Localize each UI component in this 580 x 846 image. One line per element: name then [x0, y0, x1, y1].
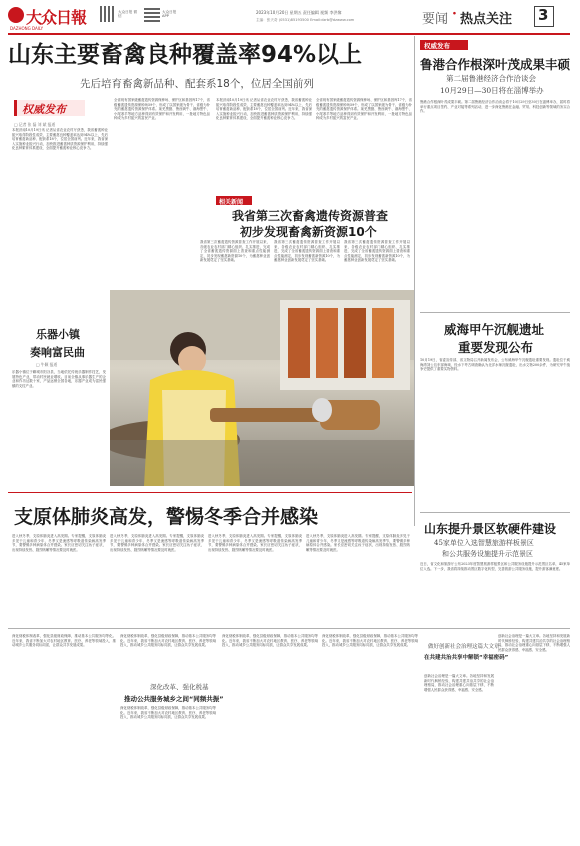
main-body-col4: 全省现有国家级畜禽遗传资源保种场、保护区和基因库17个，省级畜禽遗传资源保种场59个，形成了以国家级为骨干、省级为补充的畜禽遗传资源保护体系。莱芜黑猪、鲁西黄牛、渤海黑牛、小尾寒羊等地方品种得到有效保护和开发利用，一批地方特色品种成为乡村振兴的富民产业。 [316, 98, 412, 121]
related-body-col3: 我省第三次畜禽遗传资源普查工作开展以来，各级农业农村部门精心组织、扎实推进，完成了全省畜禽遗传资源面上普查和重点性能测定，初步发现畜禽新资源10个，为畜禽种业创新发展奠定了坚实基础。 [344, 240, 410, 263]
main-byline: □ 记者 张 磊 刘 斌 报道 [14, 122, 56, 127]
contact-line: 主编：张天奇 (0531)85193500 Email:dzrb@dzwww.com [256, 18, 355, 22]
photo-illustration [110, 290, 414, 486]
right-top-subhead-1: 第二届鲁港经济合作洽谈会 [446, 74, 536, 83]
health-body-col3: 进入秋冬季，支原体肺炎进入高发期。专家提醒，支原体肺炎多见于儿童和青少年，冬季又是流感等呼吸道传染病高发季节，要警惕多种病原体合并感染。家长应密切关注孩子症状，出现持续发热、剧烈咳嗽等情况要及时就医。 [208, 534, 302, 552]
masthead-logo: 大众日報 [26, 8, 87, 27]
qr-code-icon [100, 6, 116, 22]
right-divider-2 [420, 512, 570, 513]
bottom-col2-top: 深化财税体制改革，强化县级财政保障，推动基本公共服务均等化。近年来，我省不断加大对农村地区教育、医疗、养老等领域投入，推动城乡公共服务同标同质，让群众共享发展成果。 [120, 634, 216, 648]
related-headline-1: 我省第三次畜禽遗传资源普查 [232, 209, 389, 223]
photo-story-byline: □ 牛颖 报道 [36, 362, 58, 367]
bottom-col6: 创新社会治理是一篇大文章。各地坚持和发展新时代枫桥经验，构建共建共治共享的社会治理格局，推动社会治理重心向基层下移，不断增强人民群众获得感、幸福感、安全感。 [498, 634, 570, 652]
section-sublabel: 热点关注 [460, 12, 513, 27]
column-divider [414, 36, 415, 526]
right-badge: 权威发布 [424, 42, 450, 50]
qr2-caption: 大众日报 APP [162, 10, 177, 19]
main-body-col3: 本报济南10月19日讯 记者从省农业农村厅获悉，我省畜禽种业振兴取得阶段性成效，主要畜禽良种覆盖率达到94%以上，先后培育畜禽新品种、配套系18个，位居全国前列。近年来，我省深入实施种业振兴行动，加快推进畜禽种质资源保护利用，持续强化良种繁育体系建设，全面提升畜禽种业核心竞争力。 [216, 98, 312, 121]
date-line: 2023年10月20日 星期五 责任编辑 视频 李洪黎 [256, 10, 342, 15]
related-body-col2: 我省第三次畜禽遗传资源普查工作开展以来，各级农业农村部门精心组织、扎实推进，完成了全省畜禽遗传资源面上普查和重点性能测定，初步发现畜禽新资源10个，为畜禽种业创新发展奠定了坚实基础。 [274, 240, 340, 263]
health-body-col2: 进入秋冬季，支原体肺炎进入高发期。专家提醒，支原体肺炎多见于儿童和青少年，冬季又是流感等呼吸道传染病高发季节，要警惕多种病原体合并感染。家长应密切关注孩子症状，出现持续发热、剧烈咳嗽等情况要及时就医。 [110, 534, 204, 552]
photo-story-title-1: 乐器小镇 [36, 328, 80, 341]
health-body-col4: 进入秋冬季，支原体肺炎进入高发期。专家提醒，支原体肺炎多见于儿童和青少年，冬季又是流感等呼吸道传染病高发季节，要警惕多种病原体合并感染。家长应密切关注孩子症状，出现持续发热、剧烈咳嗽等情况要及时就医。 [306, 534, 410, 552]
right-mid-body: 10月19日，省委宣传部、省文物局召开新闻发布会，公布威海甲午沉舰遗址重要发现。遗址位于威海湾刘公岛东部海域，经水下考古调查确认为北洋水师沉舰遗址，出水文物200余件，为研究甲午战争史提供了重要实物资料。 [420, 358, 570, 372]
authority-badge-label: 权威发布 [22, 103, 66, 116]
right-low-subhead-1: 45家单位入选智慧旅游样板景区 [434, 539, 534, 547]
bottom-col2: 深化财税体制改革，强化县级财政保障，推动基本公共服务均等化。近年来，我省不断加大对农村地区教育、医疗、养老等领域投入，推动城乡公共服务同标同质，让群众共享发展成果。 [120, 706, 216, 720]
instrument-workshop-photo [110, 290, 414, 486]
masthead [0, 0, 580, 44]
qr1-caption: 大众日报 微信 [118, 10, 138, 19]
masthead-divider [8, 33, 570, 35]
bottom-col4: 深化财税体制改革，强化县级财政保障，推动基本公共服务均等化。近年来，我省不断加大对农村地区教育、医疗、养老等领域投入，推动城乡公共服务同标同质，让群众共享发展成果。 [322, 634, 418, 648]
health-headline: 支原体肺炎高发，警惕冬季合并感染 [14, 506, 319, 528]
bottom-center-title-2: 推动公共服务城乡之间“同频共振” [124, 695, 224, 703]
section-dot: · [452, 6, 457, 22]
health-top-rule [8, 492, 412, 493]
related-headline-2: 初步发现畜禽新资源10个 [240, 225, 377, 239]
right-low-body: 近日，省文化和旅游厅公布2023年度智慧旅游样板景区和公共服务设施提升示范景区名单，45家单位入选。下一步，我省将持续推动景区数字化转型，完善旅游公共服务设施，提升游客满意度。 [420, 562, 570, 571]
right-top-headline: 鲁港合作根深叶茂成果丰硕 [420, 57, 571, 72]
photo-story-body: 乐器小镇位于聊城市阳谷县，当地依托传统乐器制作技艺，发展特色产业，带动村民就业增收。目前全镇从事乐器生产的企业和作坊达数十家，产品远销全国各地，乐器产业成为富民强镇的支柱产业。 [12, 370, 106, 388]
masthead-logo-pinyin: DAZHONG DAILY [10, 26, 44, 31]
main-subhead: 先后培育畜禽新品种、配套系18个，位居全国前列 [80, 78, 314, 90]
right-mid-headline-1: 威海甲午沉舰遗址 [444, 322, 545, 337]
right-low-subhead-2: 和公共服务设施提升示范景区 [442, 550, 533, 558]
bottom-col1: 深化财税体制改革，强化县级财政保障，推动基本公共服务均等化。近年来，我省不断加大对农村地区教育、医疗、养老等领域投入，推动城乡公共服务同标同质，让群众共享发展成果。 [12, 634, 116, 648]
bottom-right-title-1: 做好创新社会治理这篇大文章 [428, 644, 500, 650]
bottom-divider [8, 628, 570, 629]
right-low-headline: 山东提升景区软硬件建设 [424, 522, 557, 536]
right-top-subhead-2: 10月29日—30日将在淄博举办 [440, 86, 544, 95]
main-body-col1: 本报济南10月19日讯 记者从省农业农村厅获悉，我省畜禽种业振兴取得阶段性成效，主要畜禽良种覆盖率达到94%以上，先后培育畜禽新品种、配套系18个，位居全国前列。近年来，我省深入实施种业振兴行动，加快推进畜禽种质资源保护利用，持续强化良种繁育体系建设，全面提升畜禽种业核心竞争力。 [12, 128, 108, 151]
main-headline: 山东主要畜禽良种覆盖率94%以上 [8, 42, 363, 68]
photo-story-title-2: 奏响富民曲 [30, 346, 85, 359]
bottom-col3: 深化财税体制改革，强化县级财政保障，推动基本公共服务均等化。近年来，我省不断加大对农村地区教育、医疗、养老等领域投入，推动城乡公共服务同标同质，让群众共享发展成果。 [222, 634, 318, 648]
bottom-col5: 创新社会治理是一篇大文章。各地坚持和发展新时代枫桥经验，构建共建共治共享的社会治理格局，推动社会治理重心向基层下移，不断增强人民群众获得感、幸福感、安全感。 [424, 674, 494, 692]
bottom-center-title-1: 深化改革、强化税基 [150, 683, 209, 691]
related-body-col1: 我省第三次畜禽遗传资源普查工作开展以来，各级农业农村部门精心组织、扎实推进，完成了全省畜禽遗传资源面上普查和重点性能测定，初步发现畜禽新资源10个，为畜禽种业创新发展奠定了坚实基础。 [200, 240, 270, 263]
page-number: 3 [538, 6, 549, 24]
right-top-body: 鲁港合作根深叶茂成果丰硕。第二届鲁港经济合作洽谈会将于10月29日至30日在淄博举办，届时将举行重点项目签约、产业对接等系列活动，进一步深化鲁港在金融、贸易、科技创新等领域的务实合作。 [420, 100, 570, 114]
qr-code-icon [144, 6, 160, 22]
bottom-right-title-2: 在共建共治共享中解锁“幸福密码” [424, 655, 509, 661]
health-body-col1: 进入秋冬季，支原体肺炎进入高发期。专家提醒，支原体肺炎多见于儿童和青少年，冬季又是流感等呼吸道传染病高发季节，要警惕多种病原体合并感染。家长应密切关注孩子症状，出现持续发热、剧烈咳嗽等情况要及时就医。 [12, 534, 106, 552]
related-badge: 相关新闻 [219, 199, 244, 206]
right-mid-headline-2: 重要发现公布 [458, 340, 534, 355]
main-body-col2: 全省现有国家级畜禽遗传资源保种场、保护区和基因库17个，省级畜禽遗传资源保种场59个，形成了以国家级为骨干、省级为补充的畜禽遗传资源保护体系。莱芜黑猪、鲁西黄牛、渤海黑牛、小尾寒羊等地方品种得到有效保护和开发利用，一批地方特色品种成为乡村振兴的富民产业。 [114, 98, 210, 121]
section-label: 要闻 [422, 12, 449, 27]
right-divider-1 [420, 312, 570, 313]
logo-icon [8, 7, 24, 23]
